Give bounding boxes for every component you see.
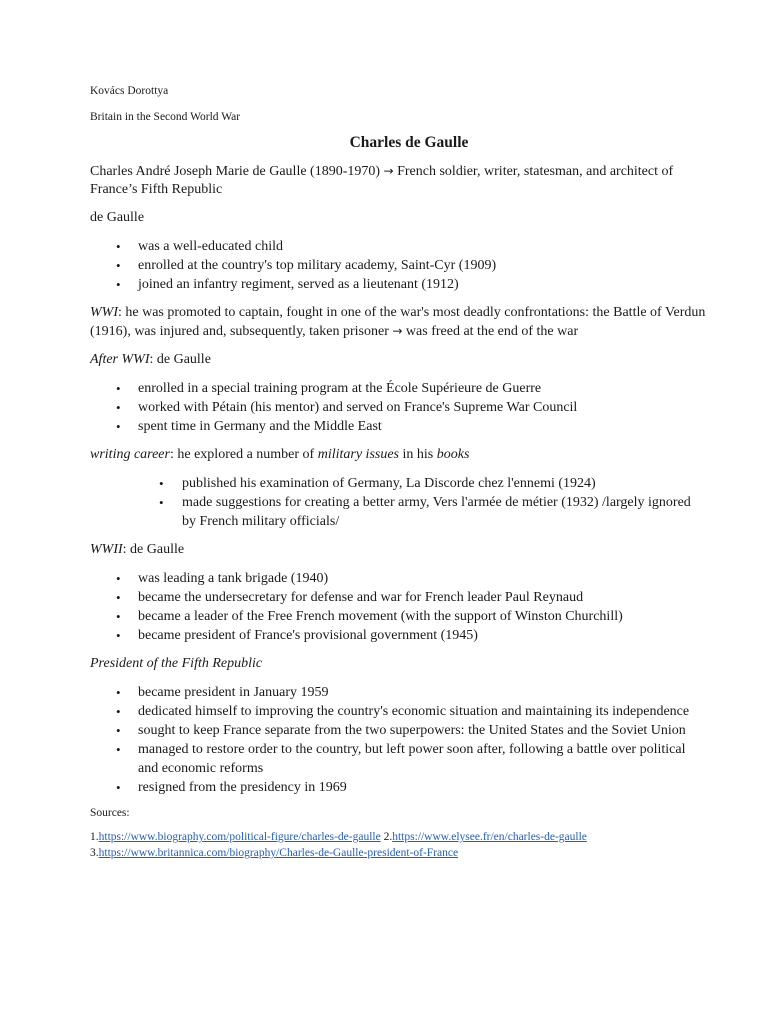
source-number: 3. bbox=[90, 847, 99, 859]
list-item: • enrolled in a special training program at the École Supérieure de Guerre bbox=[90, 379, 708, 398]
source-link-elysee[interactable]: https://www.elysee.fr/en/charles-de-gaulle bbox=[392, 831, 587, 843]
writing-text-2: in his bbox=[399, 447, 437, 462]
wwi-rest: was freed at the end of the war bbox=[402, 324, 579, 339]
writing-label: writing career bbox=[90, 447, 170, 462]
list-item: • became president in January 1959 bbox=[90, 683, 708, 702]
writing-list bbox=[90, 474, 708, 531]
wwi-label: WWI bbox=[90, 305, 118, 320]
wwii-list bbox=[90, 569, 708, 645]
list-item: • made suggestions for creating a better army, Vers l'armée de métier (1932) /largely ignored by French military officials/ bbox=[90, 493, 708, 531]
list-item: • was a well-educated child bbox=[90, 237, 708, 256]
sources-line-2 bbox=[90, 845, 708, 861]
list-item: • dedicated himself to improving the country's economic situation and maintaining its independence bbox=[90, 702, 708, 721]
after-wwi-heading bbox=[90, 351, 708, 369]
after-wwi-label: After WWI bbox=[90, 352, 150, 367]
list-item: • became a leader of the Free French movement (with the support of Winston Churchill) bbox=[90, 607, 708, 626]
fifth-republic-label: President of the Fifth Republic bbox=[90, 656, 263, 671]
intro-text: Charles André Joseph Marie de Gaulle (1890-1970) bbox=[90, 164, 381, 179]
right-arrow-icon: → bbox=[383, 164, 394, 178]
sources-label: Sources: bbox=[90, 807, 130, 819]
list-item: • became president of France's provisional government (1945) bbox=[90, 626, 708, 645]
list-item: • spent time in Germany and the Middle East bbox=[90, 417, 708, 436]
source-link-britannica[interactable]: https://www.britannica.com/biography/Charles-de-Gaulle-president-of-France bbox=[98, 847, 459, 859]
early-heading: de Gaulle bbox=[90, 210, 145, 225]
early-list bbox=[90, 237, 708, 294]
list-item: • enrolled at the country's top military academy, Saint-Cyr (1909) bbox=[90, 256, 708, 275]
wwi-text: : he was promoted to captain, fought in one of the war's most deadly confrontations: the Battle of Verdun (1916), was injured and, subsequently, taken prisoner bbox=[90, 305, 706, 339]
course-title: Britain in the Second World War bbox=[90, 111, 241, 123]
wwii-suffix: : de Gaulle bbox=[122, 542, 185, 557]
list-item: • published his examination of Germany, La Discorde chez l'ennemi (1924) bbox=[90, 474, 708, 493]
list-item: • worked with Pétain (his mentor) and served on France's Supreme War Council bbox=[90, 398, 708, 417]
list-item: • became the undersecretary for defense and war for French leader Paul Reynaud bbox=[90, 588, 708, 607]
list-item: • joined an infantry regiment, served as a lieutenant (1912) bbox=[90, 275, 708, 294]
writing-em-1: military issues bbox=[317, 447, 399, 462]
wwii-heading bbox=[90, 541, 708, 559]
list-item: • managed to restore order to the country, but left power soon after, following a battle over political and economic reforms bbox=[90, 740, 708, 778]
list-item: • sought to keep France separate from the two superpowers: the United States and the Soviet Union bbox=[90, 721, 708, 740]
sources-line-1 bbox=[90, 829, 708, 845]
fifth-republic-heading bbox=[90, 655, 708, 673]
intro-rest: French soldier, writer, statesman, and architect of France’s Fifth Republic bbox=[90, 164, 674, 197]
author-name: Kovács Dorottya bbox=[90, 85, 169, 97]
list-item: • was leading a tank brigade (1940) bbox=[90, 569, 708, 588]
writing-text-1: : he explored a number of bbox=[169, 447, 318, 462]
list-item: • resigned from the presidency in 1969 bbox=[90, 778, 708, 797]
wwii-label: WWII bbox=[90, 542, 123, 557]
source-link-biography[interactable]: https://www.biography.com/political-figure/charles-de-gaulle bbox=[98, 831, 381, 843]
writing-heading bbox=[90, 446, 708, 464]
fifth-republic-list bbox=[90, 683, 708, 797]
right-arrow-icon: → bbox=[392, 324, 403, 338]
after-wwi-suffix: : de Gaulle bbox=[149, 352, 211, 367]
source-number: 1. bbox=[90, 831, 99, 843]
intro-paragraph bbox=[90, 162, 708, 199]
after-wwi-list bbox=[90, 379, 708, 436]
writing-em-2: books bbox=[436, 447, 470, 462]
page-title: Charles de Gaulle bbox=[349, 134, 469, 151]
wwi-paragraph bbox=[90, 304, 708, 341]
source-number: 2. bbox=[383, 831, 393, 843]
